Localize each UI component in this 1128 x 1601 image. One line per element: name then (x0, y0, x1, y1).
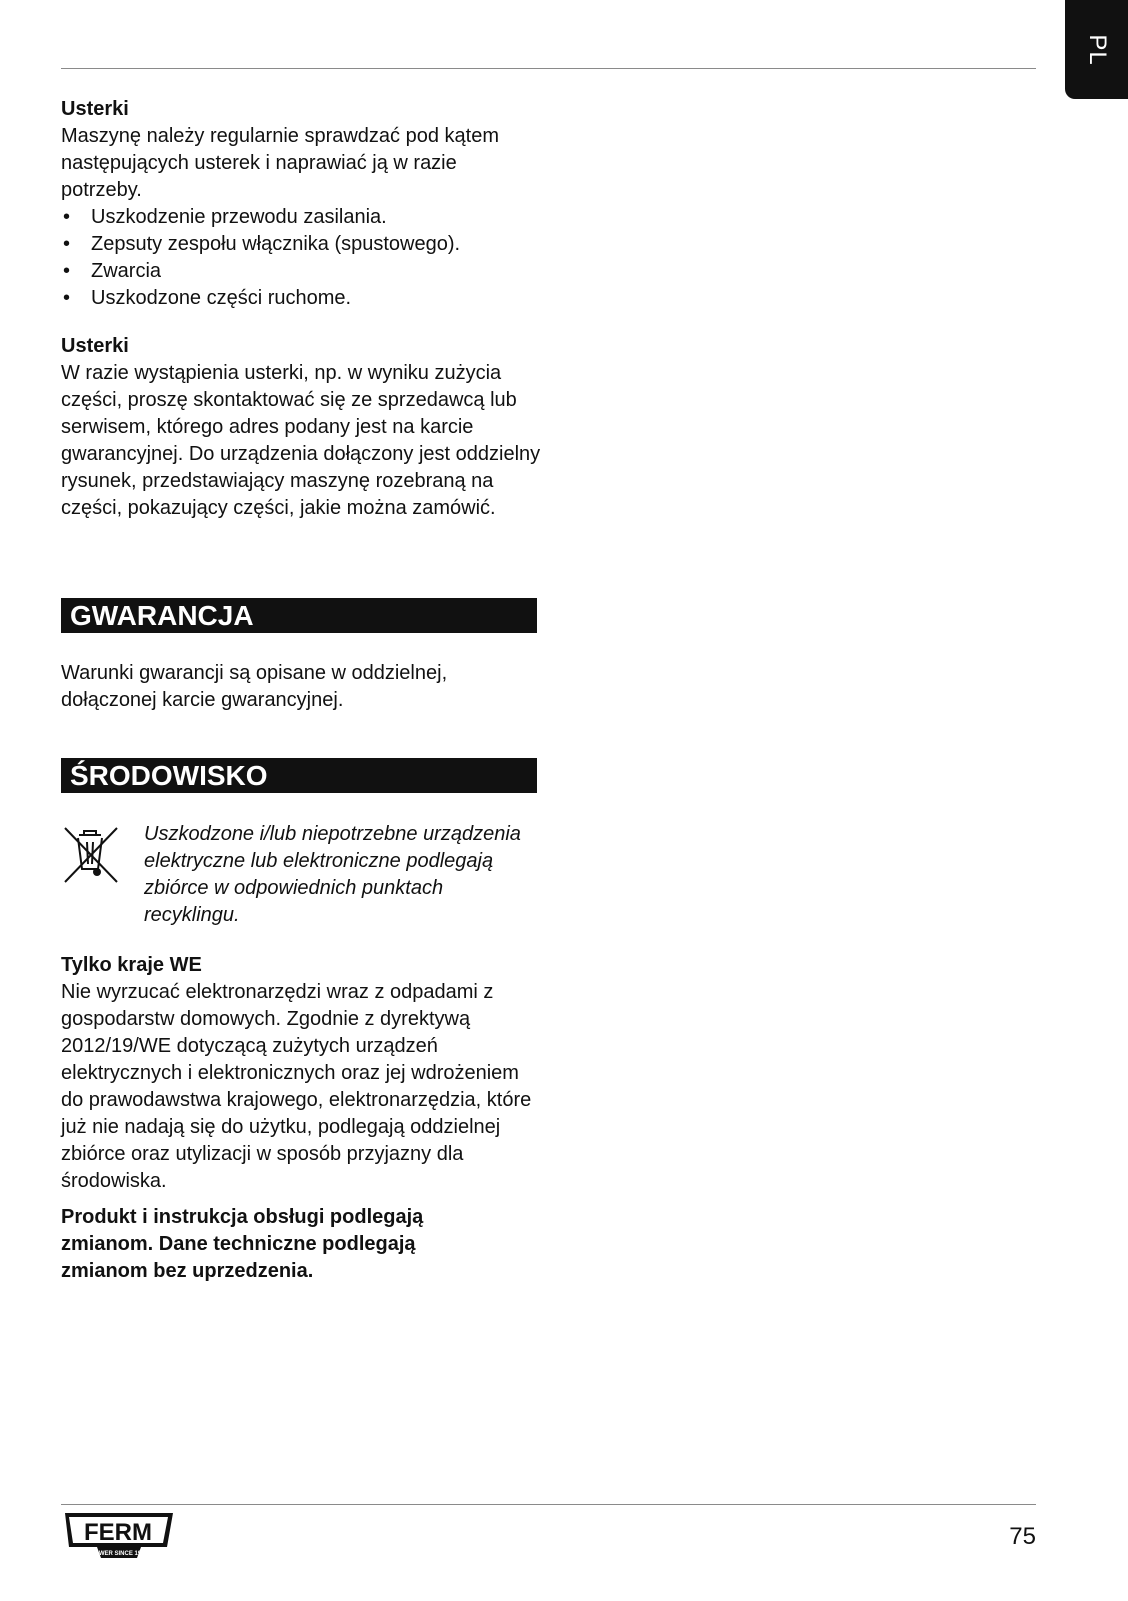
language-tab-label: PL (1083, 34, 1111, 66)
faults-heading: Usterki (61, 98, 129, 120)
page-number: 75 (1009, 1523, 1036, 1550)
language-tab (1065, 0, 1128, 99)
list-item: • Uszkodzenie przewodu zasilania. (61, 204, 541, 231)
warranty-section (61, 660, 541, 714)
logo-text: FERM (84, 1519, 152, 1546)
faults-list (61, 204, 541, 312)
warranty-text: Warunki gwarancji są opisane w oddzielnej, dołączonej karcie gwarancyjnej. (61, 662, 448, 711)
faults-section (61, 96, 541, 312)
environment-banner: ŚRODOWISKO (61, 758, 537, 793)
eu-heading: Tylko kraje WE (61, 954, 202, 976)
change-notice: Produkt i instrukcja obsługi podlegają zmianom. Dane techniczne podlegają zmianom bez uprzedzenia. (61, 1206, 424, 1282)
warranty-banner: GWARANCJA (61, 598, 537, 633)
notice-section (61, 1204, 461, 1285)
logo-tagline: POWER SINCE 1965 (90, 1551, 148, 1557)
list-item: • Zepsuty zespołu włącznika (spustowego). (61, 231, 541, 258)
list-item: • Uszkodzone części ruchome. (61, 285, 541, 312)
eu-section (61, 952, 541, 1195)
footer-divider (61, 1504, 1036, 1505)
ferm-logo (61, 1510, 177, 1560)
faults-intro: Maszynę należy regularnie sprawdzać pod kątem następujących usterek i naprawiać ją w razie potrzeby. (61, 125, 499, 201)
faults-heading-2: Usterki (61, 335, 129, 357)
faults-text-2: W razie wystąpienia usterki, np. w wyniku zużycia części, proszę skontaktować się ze sprzedawcą lub serwisem, którego adres podany jest na karcie gwarancyjnej. Do urządzenia dołączony jest oddzielny rysunek, przedstawiający maszynę rozebraną na części, pokazujący części, jakie można zamówić. (61, 362, 541, 519)
crossed-out-wheelie-bin-icon (63, 826, 119, 884)
faults-section-2 (61, 333, 541, 522)
weee-notice: Uszkodzone i/lub niepotrzebne urządzenia elektryczne lub elektroniczne podlegają zbiórce w odpowiednich punktach recyklingu. (144, 823, 521, 926)
header-divider (61, 68, 1036, 69)
list-item: • Zwarcia (61, 258, 541, 285)
eu-text: Nie wyrzucać elektronarzędzi wraz z odpadami z gospodarstw domowych. Zgodnie z dyrektywą 2012/19/WE dotyczącą zużytych urządzeń elektrycznych i elektronicznych oraz jej wdrożeniem do prawodawstwa krajowego, elektronarzędzia, które już nie nadają się do użytku, podlegają oddzielnej zbiórce oraz utylizacji w sposób przyjazny dla środowiska. (61, 981, 532, 1192)
